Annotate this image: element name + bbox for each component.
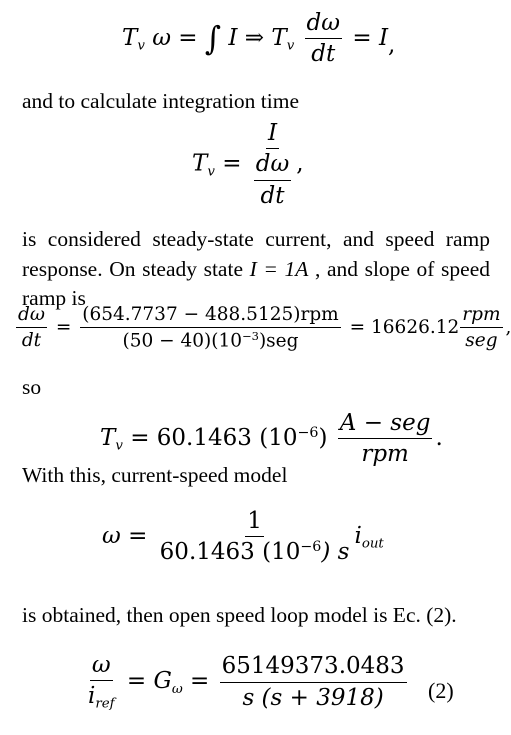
trailing-punctuation: .	[435, 424, 443, 451]
implies-arrow: ⇒	[244, 24, 265, 51]
equals-sign: =	[178, 24, 198, 51]
equals-sign: =	[130, 424, 150, 451]
steady-state-condition: I = 1A	[249, 256, 309, 281]
inner-derivative-fraction	[254, 151, 291, 209]
equation-number: (2)	[428, 678, 454, 703]
integral-sign: ∫	[204, 19, 222, 58]
equation-integral-model	[122, 10, 395, 68]
symbol-I: I	[228, 24, 238, 51]
paragraph-text: is considered steady-state current, and speed ramp response. On steady state	[22, 227, 490, 281]
paragraph-steady-state	[22, 225, 490, 314]
symbol-T: T	[192, 150, 208, 177]
equation-current-speed-model	[102, 508, 384, 566]
derivative-fraction	[305, 10, 342, 68]
paragraph-so: so	[22, 375, 42, 399]
fraction-denominator: dt	[311, 41, 336, 68]
symbol-omega: ω	[152, 24, 171, 51]
subscript-ref: ref	[95, 697, 115, 713]
power-open: (10	[259, 424, 298, 451]
fraction-denominator	[86, 681, 117, 712]
paragraph-integration-time: and to calculate integration time	[22, 89, 300, 113]
unit-denominator: rpm	[361, 441, 409, 468]
symbol-T: T	[100, 424, 116, 451]
fraction-numerator: 65149373.0483	[220, 653, 407, 682]
denominator-part: ) s	[321, 539, 350, 566]
subscript-v: v	[137, 38, 145, 54]
equals-sign: =	[352, 24, 372, 51]
unit-numerator: rpm	[460, 304, 502, 328]
trailing-punctuation: ,	[388, 31, 396, 58]
subscript-out: out	[361, 536, 384, 552]
model-fraction	[158, 508, 352, 566]
denominator-part: )seg	[258, 330, 299, 352]
integration-time-fraction	[252, 120, 293, 209]
slope-fraction	[80, 304, 340, 352]
unit-fraction	[338, 410, 433, 468]
equation-integration-constant	[100, 410, 443, 468]
equals-sign: =	[349, 316, 366, 338]
inner-numerator: dω	[254, 151, 291, 180]
inner-denominator: dt	[260, 182, 285, 209]
fraction-denominator	[158, 537, 352, 565]
paragraph-current-speed-model: With this, current-speed model	[22, 463, 288, 487]
subscript-v: v	[115, 438, 123, 454]
equals-sign: =	[128, 522, 148, 549]
equation-open-speed-loop	[86, 652, 410, 712]
fraction-numerator: I	[266, 120, 279, 149]
exponent: −3	[242, 329, 259, 344]
fraction-numerator: 1	[245, 508, 264, 537]
symbol-i: i	[354, 522, 362, 549]
equation-integration-time	[192, 120, 304, 209]
subscript-omega: ω	[171, 681, 183, 697]
symbol-I: I	[378, 24, 389, 51]
paragraph-open-loop: is obtained, then open speed loop model is Ec. (2).	[22, 603, 457, 627]
coefficient: 60.1463	[156, 424, 252, 451]
equals-sign: =	[222, 150, 242, 177]
fraction-denominator: dt	[21, 330, 42, 352]
subscript-v: v	[286, 38, 295, 54]
exponent: −6	[300, 539, 322, 556]
fraction-numerator: dω	[16, 304, 47, 328]
equals-sign: =	[55, 316, 72, 338]
slope-denominator	[120, 328, 300, 352]
slope-numerator: (654.7737 − 488.5125)rpm	[80, 304, 340, 328]
slope-value: 16626.12	[371, 316, 460, 338]
equals-sign: =	[126, 668, 147, 695]
equals-sign: =	[190, 668, 210, 695]
symbol-T: T	[271, 24, 287, 51]
unit-fraction	[460, 304, 502, 352]
fraction-numerator: ω	[90, 652, 113, 681]
symbol-i: i	[88, 683, 96, 710]
trailing-punctuation: ,	[296, 150, 304, 177]
trailing-punctuation: ,	[505, 316, 511, 338]
lhs-fraction	[86, 652, 117, 712]
fraction-denominator: s (s + 3918)	[242, 684, 384, 711]
unit-denominator: seg	[465, 330, 498, 352]
subscript-v: v	[207, 164, 215, 180]
denominator-part: 60.1463 (10	[159, 539, 301, 566]
transfer-function-fraction	[220, 653, 407, 711]
power-close: )	[318, 424, 328, 451]
equation-speed-ramp-slope	[16, 304, 511, 352]
paragraph-text: , and slope of speed ramp is	[22, 256, 491, 310]
exponent: −6	[297, 425, 319, 442]
symbol-T: T	[122, 24, 138, 51]
symbol-G: G	[153, 668, 172, 695]
unit-numerator: A − seg	[338, 410, 433, 439]
fraction-denominator	[252, 149, 293, 209]
denominator-part: (50 − 40)(10	[122, 330, 243, 352]
fraction-numerator: dω	[305, 10, 342, 39]
derivative-fraction	[16, 304, 47, 352]
symbol-omega: ω	[102, 522, 121, 549]
